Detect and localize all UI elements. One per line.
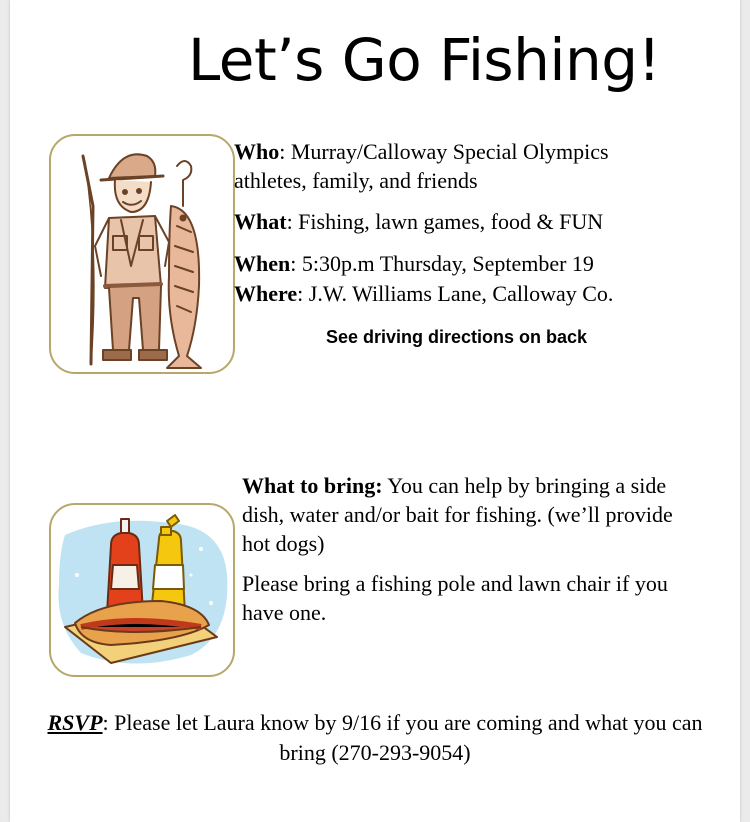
- what-label: What: [234, 209, 287, 234]
- where-text: [234, 279, 684, 308]
- where-label: Where: [234, 281, 298, 306]
- who-text: [234, 137, 684, 195]
- what-value: : Fishing, lawn games, food & FUN: [286, 209, 604, 234]
- food-image-frame: [49, 503, 235, 677]
- fisherman-image-frame: [49, 134, 235, 374]
- where-value: : J.W. Williams Lane, Calloway Co.: [297, 281, 614, 306]
- rsvp-text: [30, 708, 720, 768]
- who-label: Who: [234, 139, 280, 164]
- what-text: [234, 207, 684, 236]
- driving-directions-note: See driving directions on back: [326, 327, 588, 347]
- flyer-title: Let’s Go Fishing!: [188, 26, 661, 94]
- when-text: [234, 249, 684, 278]
- what-to-bring-label: What to bring:: [242, 473, 383, 498]
- when-value: : 5:30p.m Thursday, September 19: [290, 251, 594, 276]
- what-to-bring-value: You can help by bringing a side dish, water and/or bait for fishing. (we’ll provide hot dogs): [242, 473, 673, 556]
- what-to-bring-text: [242, 471, 692, 558]
- who-value: : Murray/Calloway Special Olympics athletes, family, and friends: [234, 139, 609, 193]
- fisherman-illustration: [51, 136, 233, 372]
- fishing-pole-note: Please bring a fishing pole and lawn chair if you have one.: [242, 571, 668, 625]
- picnic-food-illustration: [51, 505, 233, 675]
- when-label: When: [234, 251, 291, 276]
- document-sheet: [10, 0, 740, 822]
- rsvp-label: RSVP: [47, 710, 103, 735]
- rsvp-value: : Please let Laura know by 9/16 if you are coming and what you can bring (270-293-9054): [102, 710, 703, 765]
